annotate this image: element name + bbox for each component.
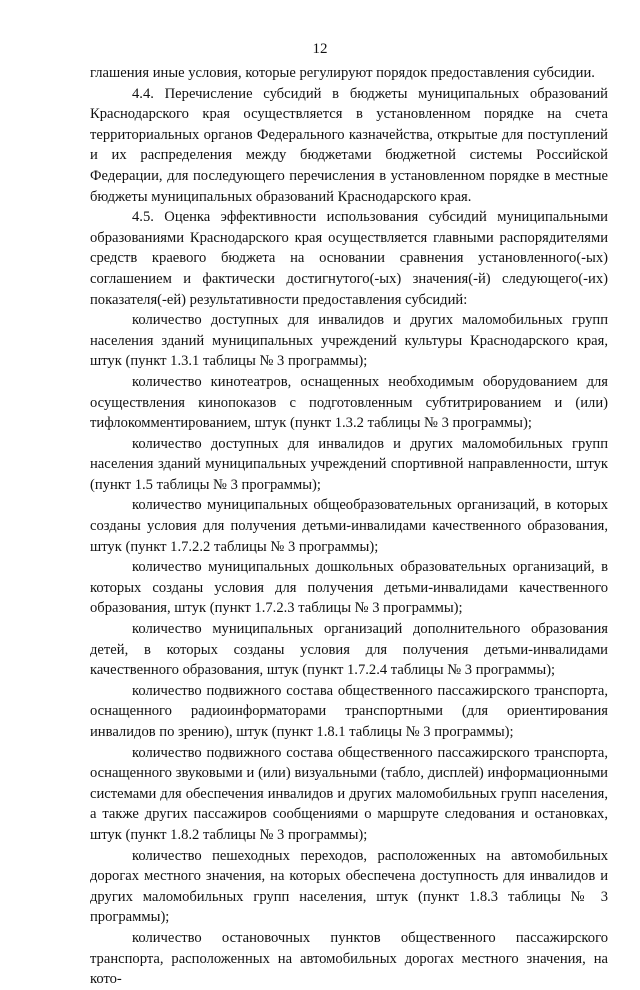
indicator-culture-buildings: количество доступных для инвалидов и других маломобильных групп населения зданий муниципальных учреждений культуры Краснодарского края, штук (пункт 1.3.1 таблицы № 3 программы); <box>90 312 608 370</box>
indicator-general-schools: количество муниципальных общеобразовательных организаций, в которых созданы условия для получения детьми-инвалидами качественного образования, штук (пункт 1.7.2.2 таблицы № 3 программы); <box>90 497 608 555</box>
indicator-radio-informers: количество подвижного состава общественного пассажирского транспорта, оснащенного радиоинформаторами транспортными (для ориентирования инвалидов по зрению), штук (пункт 1.8.1 таблицы № 3 программы); <box>90 682 608 740</box>
indicator-preschools: количество муниципальных дошкольных образовательных организаций, в которых созданы условия для получения детьми-инвалидами качественного образования, штук (пункт 1.7.2.3 таблицы № 3 программы); <box>90 559 608 617</box>
indicator-sports-buildings: количество доступных для инвалидов и других маломобильных групп населения зданий муниципальных учреждений спортивной направленности, штук (пункт 1.5 таблицы № 3 программы); <box>90 435 608 493</box>
paragraph-4-5: 4.5. Оценка эффективности использования субсидий муниципальными образованиями Краснодарского края осуществляется главными распорядителями средств краевого бюджета на основании сравнения установленного(-ых) соглашением и фактически достигнутого(-ых) значения(-й) следующего(-их) показателя(-ей) результативности предоставления субсидий: <box>90 209 608 308</box>
indicator-pedestrian-crossings: количество пешеходных переходов, расположенных на автомобильных дорогах местного значения, на которых обеспечена доступность для инвалидов и других маломобильных групп населения, штук (пункт 1.8.3 таблицы № 3 программы); <box>90 847 608 926</box>
indicator-cinemas: количество кинотеатров, оснащенных необходимым оборудованием для осуществления кинопоказов с подготовленным субтитрированием и (или) тифлокомментированием, штук (пункт 1.3.2 таблицы № 3 программы); <box>90 373 608 432</box>
indicator-info-systems: количество подвижного состава общественного пассажирского транспорта, оснащенного звуковыми и (или) визуальными (табло, дисплей) информационными системами для обеспечения инвалидов и других маломобильных групп населения, а также других пассажиров сообщениями о маршруте следования и остановках, штук (пункт 1.8.2 таблицы № 3 программы); <box>90 744 608 843</box>
page-number: 12 <box>312 41 328 57</box>
paragraph-4-4: 4.4. Перечисление субсидий в бюджеты муниципальных образований Краснодарского края осуществляется в установленном порядке на счета территориальных органов Федерального казначейства, открытые для поступлений и их распределения между бюджетами бюджетной системы Российской Федерации, для последующего перечисления в установленном порядке в местные бюджеты муниципальных образований Краснодарского края. <box>90 85 608 205</box>
document-body <box>90 63 608 990</box>
paragraph-continuation: глашения иные условия, которые регулируют порядок предоставления субсидии. <box>90 65 595 81</box>
indicator-transport-stops: количество остановочных пунктов общественного пассажирского транспорта, расположенных на автомобильных дорогах местного значения, на кото- <box>90 929 608 988</box>
indicator-additional-education: количество муниципальных организаций дополнительного образования детей, в которых созданы условия для получения детьми-инвалидами качественного образования, штук (пункт 1.7.2.4 таблицы № 3 программы); <box>90 621 608 679</box>
